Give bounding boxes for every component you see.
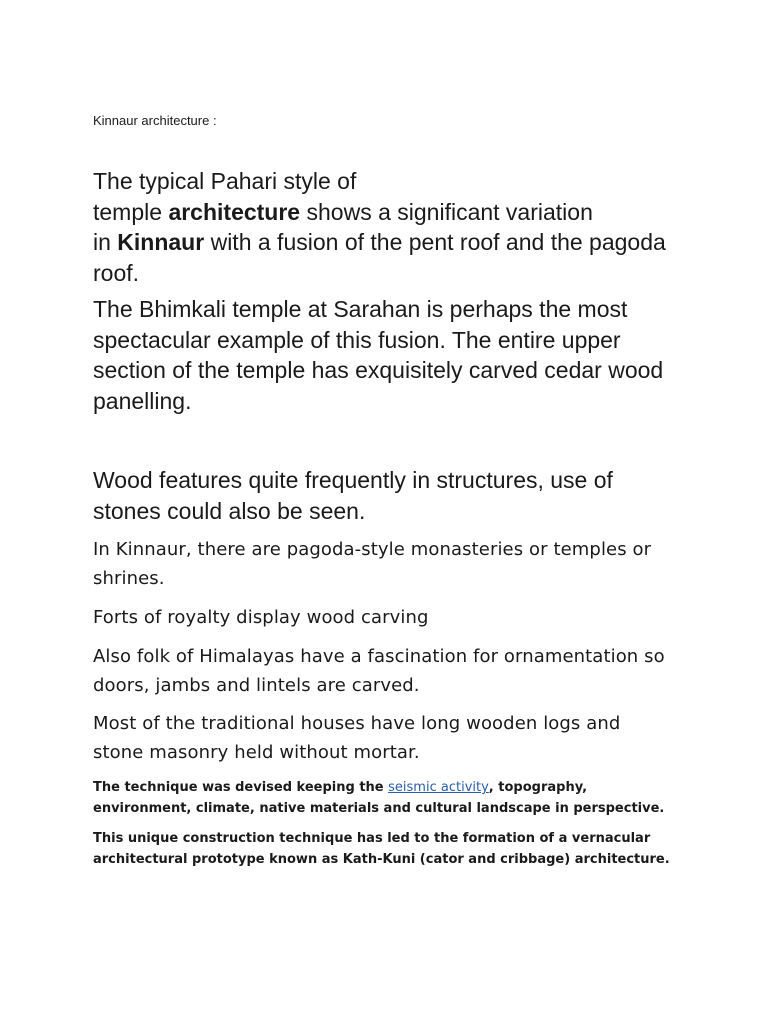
paragraph-wood-features: Wood features quite frequently in structures, use of stones could also be seen. [93, 467, 613, 524]
document-heading: Kinnaur architecture : [93, 113, 217, 128]
paragraph-text: temple [93, 198, 169, 225]
seismic-activity-link[interactable]: seismic activity [388, 780, 489, 795]
paragraph-folk-ornamentation: Also folk of Himalayas have a fascination for ornamentation so doors, jambs and lintels are carved. [93, 646, 665, 696]
paragraph-kath-kuni: This unique construction technique has led to the formation of a vernacular architectural prototype known as Kath-Kuni (cator and cribbage) architecture. [93, 831, 670, 867]
paragraph-technique [93, 777, 673, 819]
paragraph-forts-of-royalty: Forts of royalty display wood carving [93, 607, 429, 628]
paragraph-traditional-houses: Most of the traditional houses have long wooden logs and stone masonry held without mortar. [93, 713, 621, 763]
paragraph-pagoda-monasteries: In Kinnaur, there are pagoda-style monasteries or temples or shrines. [93, 539, 652, 589]
bold-kinnaur: Kinnaur [117, 229, 205, 255]
paragraph-text: The typical Pahari style of [93, 168, 357, 194]
paragraph-pahari-style [93, 166, 673, 288]
paragraph-text: The technique was devised keeping the [93, 780, 389, 795]
paragraph-bhimkali-temple: The Bhimkali temple at Sarahan is perhaps the most spectacular example of this fusion. The entire upper section of the temple has exquisitely carved cedar wood panelling. [93, 296, 664, 414]
paragraph-text: with a fusion of the pent roof and the pagoda roof. [93, 229, 666, 286]
paragraph-text: shows a significant variation [300, 198, 593, 225]
bold-architecture: architecture [168, 198, 301, 225]
paragraph-text: , topography, environment, climate, native materials and cultural landscape in perspective. [93, 780, 665, 816]
paragraph-text: in [93, 229, 118, 255]
